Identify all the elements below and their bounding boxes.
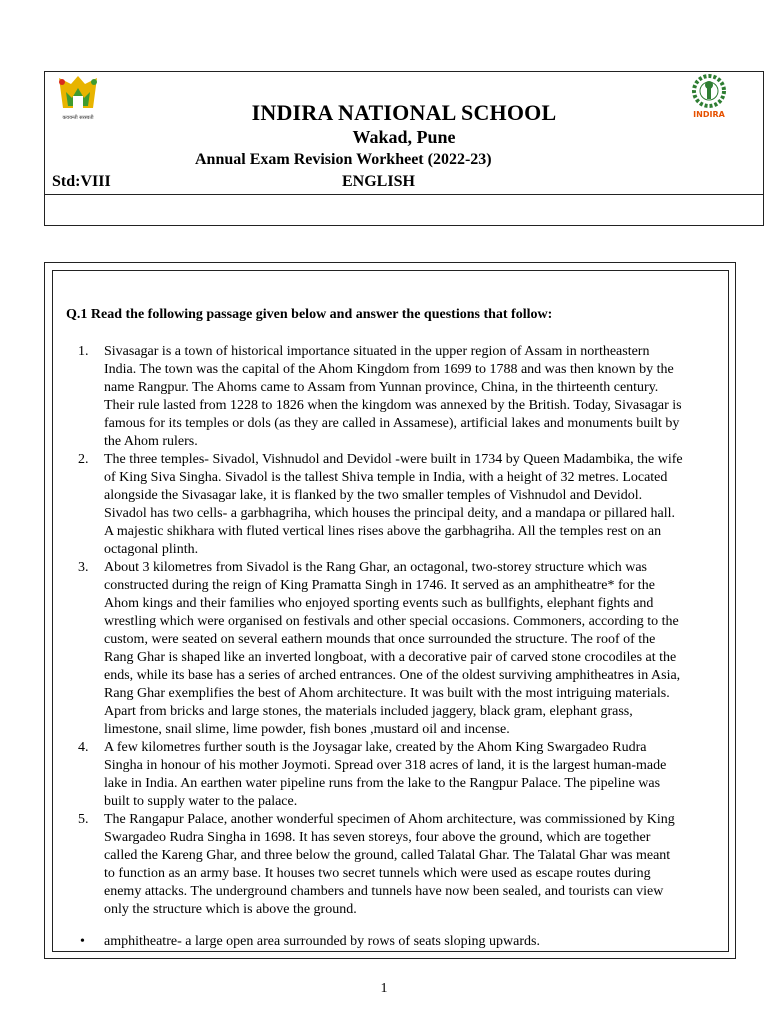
paragraph-number: 1. xyxy=(78,344,89,359)
paragraph-line: called the Kareng Ghar, and three below the ground, called Talatal Ghar. The Talatal Ghar was meant xyxy=(104,848,671,863)
paragraph-line: built to supply water to the palace. xyxy=(104,794,298,809)
header-divider xyxy=(45,194,763,195)
paragraph-number: 2. xyxy=(78,452,89,467)
footnote-text: amphitheatre- a large open area surrounded by rows of seats sloping upwards. xyxy=(104,934,540,949)
passage-paragraph xyxy=(78,811,728,919)
paragraph-line: alongside the Sivasagar lake, it is flanked by the two smaller temples of Vishnudol and Devidol. xyxy=(104,488,643,503)
paragraph-line: of King Siva Singha. Sivadol is the tallest Shiva temple in India, with a height of 32 metres. Located xyxy=(104,470,668,485)
paragraph-line: the Ahom rulers. xyxy=(104,434,198,449)
paragraph-line: limestone, snail slime, lime powder, fish bones ,mustard oil and incense. xyxy=(104,722,510,737)
paragraph-line: A majestic shikhara with fluted vertical lines rises above the garbhagriha. All the temples rest on an xyxy=(104,524,662,539)
paragraph-line: Swargadeo Rudra Singha in 1698. It has seven storeys, four above the ground, which are together xyxy=(104,830,651,845)
school-city: Wakad, Pune xyxy=(352,127,456,147)
paragraph-number: 3. xyxy=(78,560,89,575)
footnote-bullet: • xyxy=(80,934,85,949)
paragraph-line: About 3 kilometres from Sivadol is the Rang Ghar, an octagonal, two-storey structure which was xyxy=(104,560,647,575)
header-box xyxy=(44,71,764,226)
emblem-caption: कवयन्ती सरस्वती xyxy=(62,115,94,121)
standard-label: Std:VIII xyxy=(52,173,111,190)
paragraph-line: The three temples- Sivadol, Vishnudol and Devidol -were built in 1734 by Queen Madambika, the wife xyxy=(104,452,683,467)
paragraph-line: Rang Ghar exemplifies the best of Ahom architecture. It was built with the most intriguing materials. xyxy=(104,686,670,701)
passage-paragraph xyxy=(78,343,728,451)
footnote xyxy=(78,933,728,951)
paragraph-line: famous for its temples or dols (as they are called in Assamese), artificial lakes and monuments built by xyxy=(104,416,680,431)
paragraph-line: lake in India. An earthen water pipeline runs from the lake to the Rangpur Palace. The pipeline was xyxy=(104,776,661,791)
passage-paragraph xyxy=(78,559,728,739)
paragraph-line: Sivasagar is a town of historical importance situated in the upper region of Assam in northeastern xyxy=(104,344,650,359)
paragraph-line: A few kilometres further south is the Joysagar lake, created by the Ahom King Swargadeo Rudra xyxy=(104,740,647,755)
paragraph-line: ends, while its base has a series of arched entrances. One of the oldest surviving amphitheatres in Asia, xyxy=(104,668,681,683)
school-name: INDIRA NATIONAL SCHOOL xyxy=(251,100,557,125)
paragraph-number: 4. xyxy=(78,740,89,755)
paragraph-number: 5. xyxy=(78,812,89,827)
indira-logo-caption: INDIRA xyxy=(693,110,725,119)
paragraph-line: octagonal plinth. xyxy=(104,542,199,557)
page-number: 1 xyxy=(380,981,388,996)
paragraph-line: Ahom kings and their families who enjoyed sporting events such as bullfights, elephant fights and xyxy=(104,596,654,611)
passage-paragraph xyxy=(78,739,728,811)
paragraph-line: name Rangpur. The Ahoms came to Assam from Yunnan province, China, in the thirteenth century. xyxy=(104,380,659,395)
paragraph-line: constructed during the reign of King Pramatta Singh in 1746. It served as an amphitheatre* for the xyxy=(104,578,655,593)
passage-paragraph xyxy=(78,451,728,559)
paragraph-line: Their rule lasted from 1228 to 1826 when the kingdom was annexed by the British. Today, Sivasagar is xyxy=(104,398,682,413)
passage-paragraphs xyxy=(78,343,728,919)
paragraph-line: enemy attacks. The underground chambers and tunnels have now been sealed, and tourists can view xyxy=(104,884,664,899)
paragraph-line: Rang Ghar is shaped like an inverted longboat, with a decorative pair of carved stone crocodiles at the xyxy=(104,650,677,665)
paragraph-line: Singha in honour of his mother Joymoti. Spread over 318 acres of land, it is the largest human-made xyxy=(104,758,667,773)
exam-title: Annual Exam Revision Workheet (2022-23) xyxy=(195,151,492,168)
paragraph-line: wrestling which were organised on festivals and other special occasions. Commoners, according to the xyxy=(104,614,679,629)
paragraph-line: Sivadol has two cells- a garbhagriha, which houses the principal deity, and a mandapa or pillared hall. xyxy=(104,506,675,521)
question-title: Q.1 Read the following passage given below and answer the questions that follow: xyxy=(66,307,553,322)
paragraph-line: The Rangapur Palace, another wonderful specimen of Ahom architecture, was commissioned by King xyxy=(104,812,675,827)
subject-label: ENGLISH xyxy=(342,173,415,190)
paragraph-line: India. The town was the capital of the Ahom Kingdom from 1699 to 1788 and was then known by the xyxy=(104,362,674,377)
paragraph-line: Apart from bricks and large stones, the materials included jaggery, black gram, elephant grass, xyxy=(104,704,633,719)
paragraph-line: only the structure which is above the ground. xyxy=(104,902,357,917)
indira-tree-logo-icon xyxy=(685,74,733,120)
paragraph-line: to function as an army base. It houses two secret tunnels which were used as escape routes during xyxy=(104,866,651,881)
paragraph-line: custom, were seated on several eathern mounds that once surrounded the structure. The roof of the xyxy=(104,632,656,647)
